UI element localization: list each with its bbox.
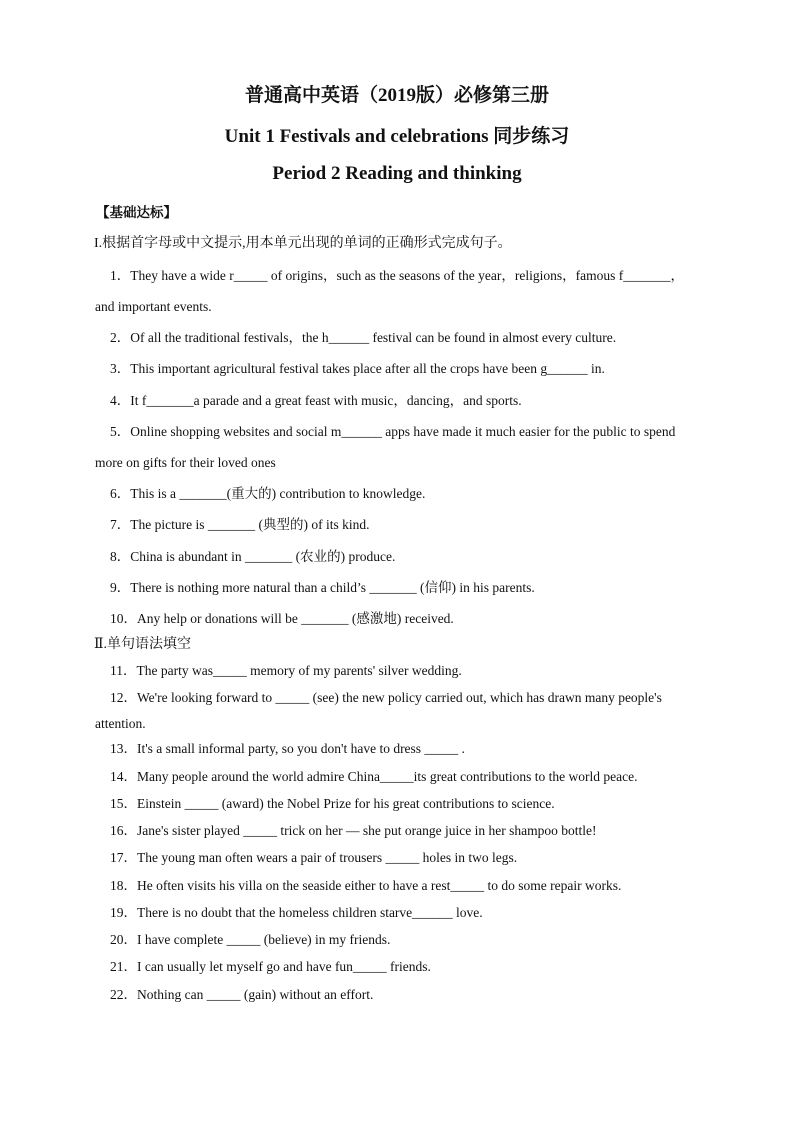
exercise-item: 15．Einstein _____ (award) the Nobel Prize for his great contributions to science. bbox=[110, 796, 555, 811]
document-title: 普通高中英语（2019版）必修第三册 bbox=[244, 85, 549, 106]
exercise-item: 7．The picture is _______ (典型的) of its kind. bbox=[110, 517, 370, 532]
exercise-item: 11．The party was_____ memory of my parents' silver wedding. bbox=[110, 663, 462, 678]
exercise-item: 6．This is a _______(重大的) contribution to knowledge. bbox=[110, 486, 426, 501]
exercise-item: 18．He often visits his villa on the seaside either to have a rest_____ to do some repair works. bbox=[110, 878, 622, 893]
exercise-item: 9．There is nothing more natural than a child’s _______ (信仰) in his parents. bbox=[110, 580, 535, 595]
exercise-item: 8．China is abundant in _______ (农业的) produce. bbox=[110, 549, 396, 564]
exercise-item: 4．It f_______a parade and a great feast with music，dancing，and sports. bbox=[110, 393, 522, 408]
exercise-item-continuation: more on gifts for their loved ones bbox=[95, 455, 276, 470]
exercise-item: 1．They have a wide r_____ of origins，such as the seasons of the year，religions，famous f_______， bbox=[110, 268, 685, 283]
unit-title: Unit 1 Festivals and celebrations 同步练习 bbox=[224, 126, 570, 147]
exercise-item: 3．This important agricultural festival takes place after all the crops have been g______ in. bbox=[110, 361, 605, 376]
exercise-item-continuation: attention. bbox=[95, 716, 146, 731]
exercise-item: 21．I can usually let myself go and have fun_____ friends. bbox=[110, 959, 431, 974]
exercise-item: 17．The young man often wears a pair of trousers _____ holes in two legs. bbox=[110, 850, 518, 865]
exercise-item: 22．Nothing can _____ (gain) without an effort. bbox=[110, 987, 374, 1002]
exercise-item: 2．Of all the traditional festivals，the h______ festival can be found in almost every culture. bbox=[110, 330, 617, 345]
section2-heading: Ⅱ.单句语法填空 bbox=[94, 637, 192, 652]
exercise-item: 19．There is no doubt that the homeless children starve______ love. bbox=[110, 905, 483, 920]
exercise-item-continuation: and important events. bbox=[95, 299, 212, 314]
exercise-item: 12．We're looking forward to _____ (see) the new policy carried out, which has drawn many people's bbox=[110, 690, 662, 705]
period-title: Period 2 Reading and thinking bbox=[272, 163, 522, 184]
exercise-item: 10．Any help or donations will be _______ (感激地) received. bbox=[110, 611, 454, 626]
section1-heading: I.根据首字母或中文提示,用本单元出现的单词的正确形式完成句子。 bbox=[94, 236, 512, 251]
exercise-item: 5．Online shopping websites and social m______ apps have made it much easier for the public to spend bbox=[110, 424, 676, 439]
exercise-item: 13．It's a small informal party, so you don't have to dress _____ . bbox=[110, 741, 465, 756]
exercise-item: 16．Jane's sister played _____ trick on her — she put orange juice in her shampoo bottle! bbox=[110, 823, 597, 838]
exercise-item: 14．Many people around the world admire China_____its great contributions to the world peace. bbox=[110, 769, 638, 784]
basic-section-header: 【基础达标】 bbox=[96, 205, 177, 220]
exercise-item: 20．I have complete _____ (believe) in my friends. bbox=[110, 932, 391, 947]
